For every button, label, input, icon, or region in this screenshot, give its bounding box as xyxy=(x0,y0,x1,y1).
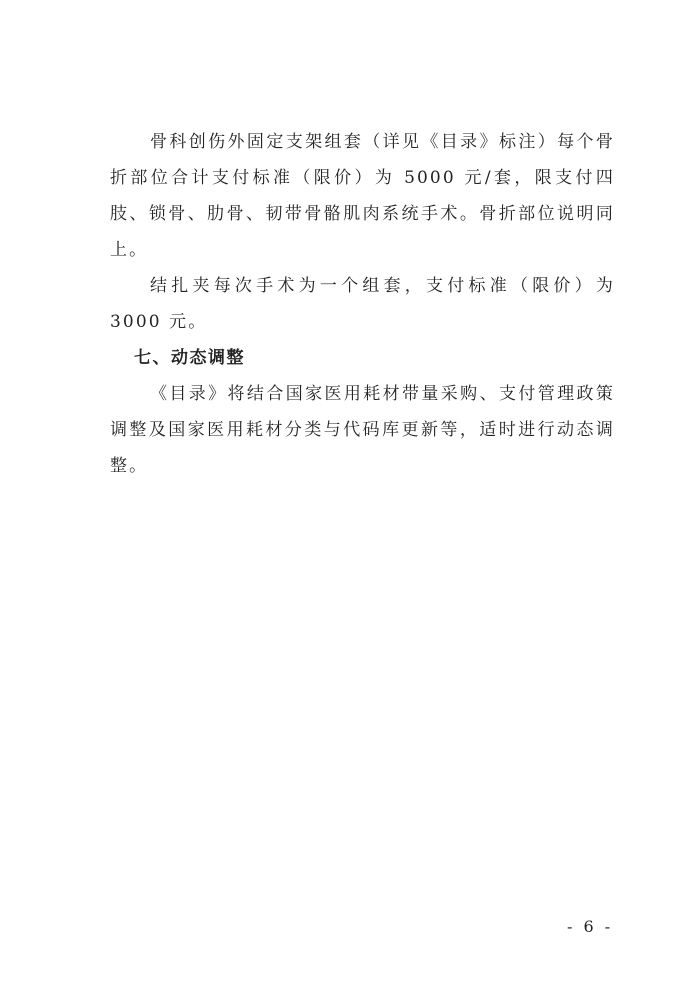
section-heading: 七、动态调整 xyxy=(134,348,245,368)
paragraph-ligation-clip: 结扎夹每次手术为一个组套，支付标准（限价）为 3000 元。 xyxy=(110,276,615,332)
document-body xyxy=(110,124,615,484)
paragraph-external-fixator: 骨科创伤外固定支架组套（详见《目录》标注）每个骨折部位合计支付标准（限价）为 5000 元/套，限支付四肢、锁骨、肋骨、韧带骨骼肌肉系统手术。骨折部位说明同上。 xyxy=(110,132,615,260)
paragraph-dynamic-adjustment: 《目录》将结合国家医用耗材带量采购、支付管理政策调整及国家医用耗材分类与代码库更新等，适时进行动态调整。 xyxy=(110,384,615,476)
page-number: - 6 - xyxy=(567,917,614,936)
